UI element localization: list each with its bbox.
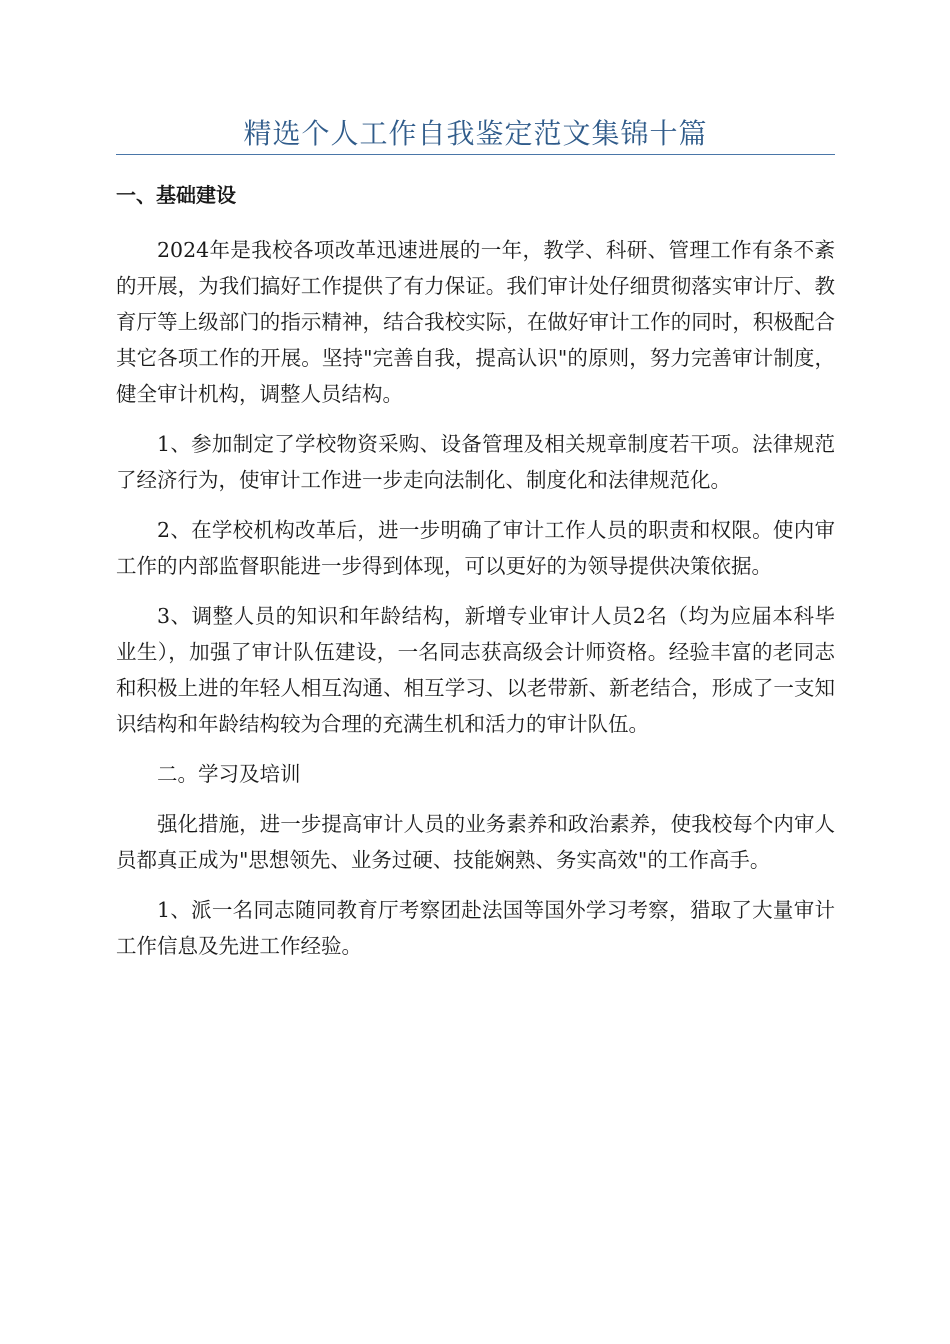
- paragraph-item-3: 3、调整人员的知识和年龄结构，新增专业审计人员2名（均为应届本科毕业生），加强了审计队伍建设，一名同志获高级会计师资格。经验丰富的老同志和积极上进的年轻人相互沟通、相互学习、以老带新、新老结合，形成了一支知识结构和年龄结构较为合理的充满生机和活力的审计队伍。: [116, 604, 835, 736]
- paragraph-item-2: 2、在学校机构改革后，进一步明确了审计工作人员的职责和权限。使内审工作的内部监督职能进一步得到体现，可以更好的为领导提供决策依据。: [116, 518, 835, 578]
- paragraph-intro: 2024年是我校各项改革迅速进展的一年，教学、科研、管理工作有条不紊的开展，为我们搞好工作提供了有力保证。我们审计处仔细贯彻落实审计厅、教育厅等上级部门的指示精神，结合我校实际，在做好审计工作的同时，积极配合其它各项工作的开展。坚持"完善自我，提高认识"的原则，努力完善审计制度，健全审计机构，调整人员结构。: [116, 238, 835, 406]
- paragraph-training-item-1: 1、派一名同志随同教育厅考察团赴法国等国外学习考察，猎取了大量审计工作信息及先进工作经验。: [116, 898, 835, 958]
- title-underline: [116, 154, 835, 155]
- document-body: [116, 232, 835, 978]
- section-heading-study-training: 二。学习及培训: [157, 762, 301, 786]
- paragraph-item-1: 1、参加制定了学校物资采购、设备管理及相关规章制度若干项。法律规范了经济行为，使审计工作进一步走向法制化、制度化和法律规范化。: [116, 432, 835, 492]
- section-heading-basic-construction: 一、基础建设: [116, 183, 236, 207]
- document-title: 精选个人工作自我鉴定范文集锦十篇: [243, 117, 708, 150]
- paragraph-training-intro: 强化措施，进一步提高审计人员的业务素养和政治素养，使我校每个内审人员都真正成为"思想领先、业务过硬、技能娴熟、务实高效"的工作高手。: [116, 812, 835, 872]
